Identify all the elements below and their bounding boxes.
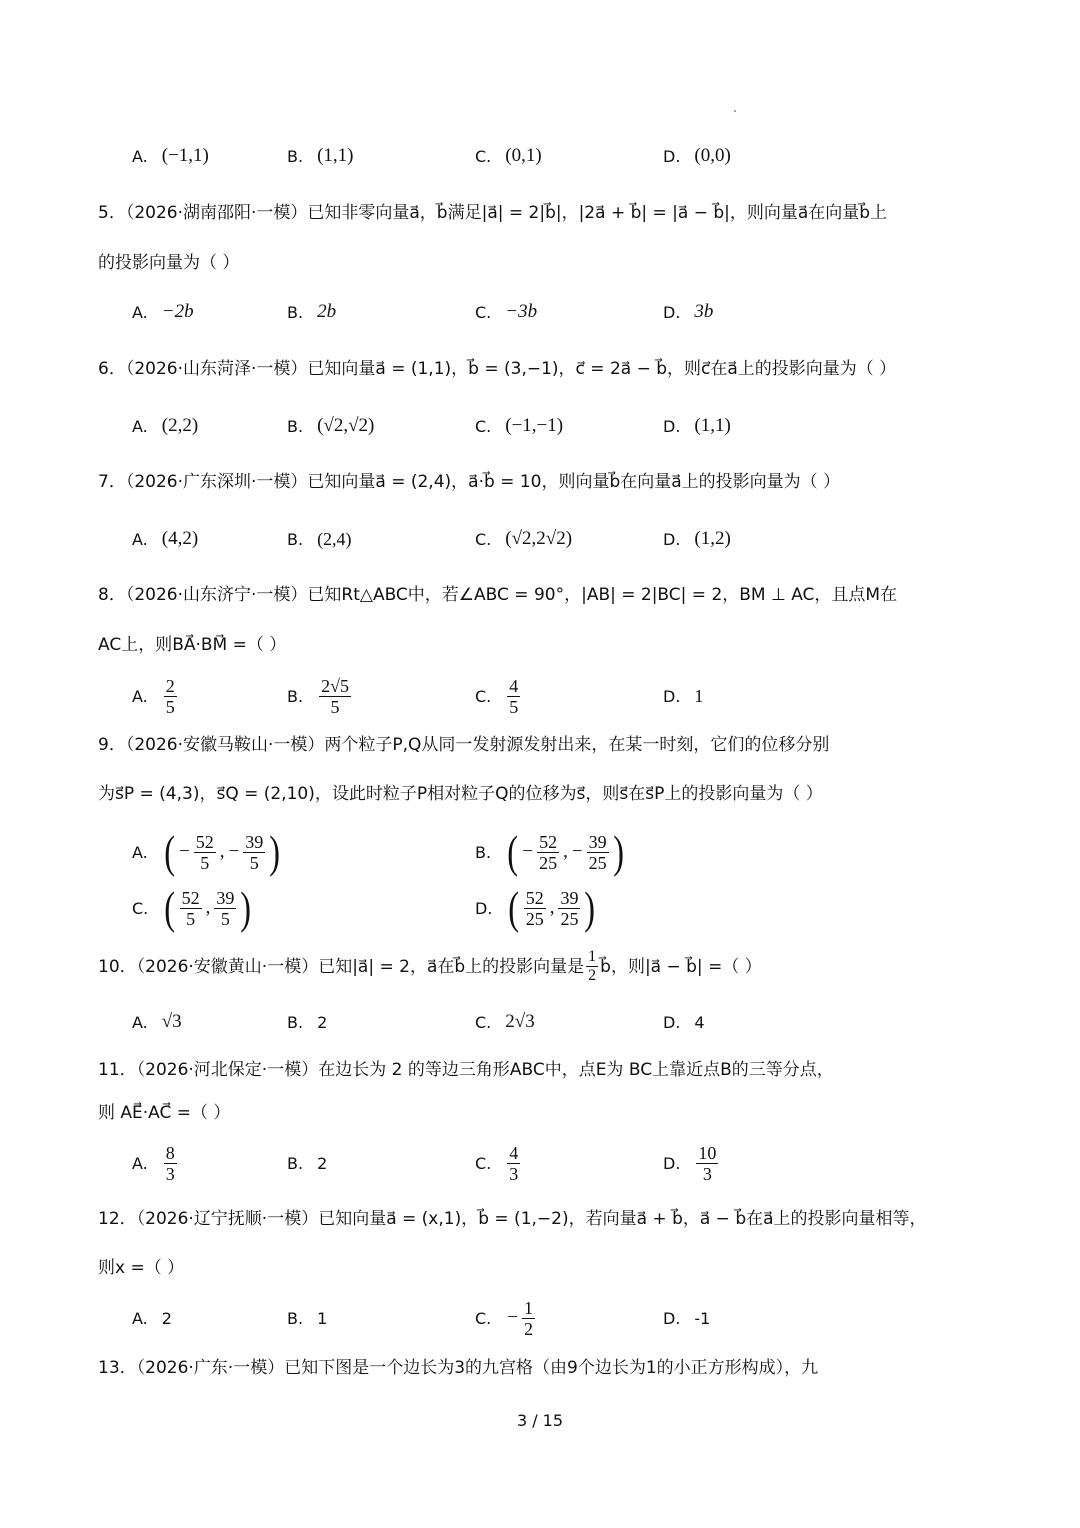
q9-options-row1 (0, 824, 1080, 884)
q5-options (0, 284, 1080, 344)
q7-option-d: D. (1,2) (663, 528, 731, 549)
q6-options (0, 398, 1080, 458)
left-paren: ( (164, 882, 176, 933)
comma: , (205, 897, 211, 918)
q8-option-a: A. $\frac{2}{5}$ (132, 675, 175, 717)
q7-stem-line1: 7．（2026·广东深圳·一模）已知向量a⃗ = (2,4)，a⃗·b⃗ = 10，则向量b⃗在向量a⃗上的投影向量为（ ） (98, 472, 841, 492)
q4-options (0, 128, 1080, 188)
fraction: $\frac{52}{5}$ (181, 887, 200, 929)
q12-stem-line1: 12．（2026·辽宁抚顺·一模）已知向量a⃗ = (x,1)，b⃗ = (1,−2)，若向量a⃗ + b⃗，a⃗ − b⃗在a⃗上的投影向量相等， (98, 1209, 927, 1229)
q5-stem-line1: 5．（2026·湖南邵阳·一模）已知非零向量a⃗，b⃗满足|a⃗| = 2|b⃗|，|2a⃗ + b⃗| = |a⃗ − b⃗|，则向量a⃗在向量b⃗上 (98, 203, 888, 223)
q4-option-b: B. (1,1) (287, 145, 354, 166)
q11-options (0, 1135, 1080, 1195)
q4-option-d: D. (0,0) (663, 145, 731, 166)
fraction: $\frac{39}{5}$ (216, 887, 235, 929)
q7-option-c: C. (√2,2√2) (475, 528, 573, 549)
q5-option-b: B. 2b⃗ (287, 301, 351, 322)
q10-options (0, 994, 1080, 1054)
q6-option-d: D. (1,1) (663, 415, 731, 436)
q10-option-a: A. √3 (132, 1011, 182, 1032)
q6-option-c: C. (−1,−1) (475, 415, 564, 436)
q12-option-c: C. − $\frac{1}{2}$ (475, 1297, 533, 1339)
fraction: $\frac{39}{25}$ (560, 887, 579, 929)
q11-option-c: C. $\frac{4}{3}$ (475, 1142, 519, 1184)
page-number: 3 / 15 (516, 1411, 564, 1430)
q9-option-a: A. ( − $\frac{52}{5}$ , − $\frac{39}{5}$ ) (132, 826, 281, 877)
fraction: $\frac{1}{2}$ (588, 948, 597, 984)
q12-stem-line2: 则x =（ ） (98, 1258, 185, 1278)
q6-option-a: A. (2,2) (132, 415, 199, 436)
q8-option-b: B. $\frac{2√5}{5}$ (287, 675, 349, 717)
q12-option-d: D. -1 (663, 1308, 711, 1328)
q8-option-d: D. 1 (663, 685, 704, 706)
right-paren: ) (612, 826, 624, 877)
q8-option-c: C. $\frac{4}{5}$ (475, 675, 519, 717)
fraction: $\frac{52}{25}$ (539, 831, 558, 873)
q8-options (0, 668, 1080, 728)
q10-option-d: D. 4 (663, 1012, 705, 1032)
fraction: $\frac{4}{5}$ (509, 675, 519, 717)
q12-options (0, 1290, 1080, 1350)
q5-option-c: C. −3b⃗ (475, 301, 552, 322)
q9-options-row2 (0, 880, 1080, 940)
q7-options (0, 511, 1080, 571)
fraction: $\frac{1}{2}$ (523, 1297, 533, 1339)
q9-option-c: C. ( $\frac{52}{5}$ , $\frac{39}{5}$ ) (132, 882, 252, 933)
q4-option-a: A. (−1,1) (132, 145, 209, 166)
right-paren: ) (269, 826, 281, 877)
fraction: $\frac{8}{3}$ (165, 1142, 175, 1184)
q9-option-b: B. ( − $\frac{52}{25}$ , − $\frac{39}{25}$ ) (475, 826, 624, 877)
q8-stem-line1: 8．（2026·山东济宁·一模）已知Rt△ABC中，若∠ABC = 90°，|AB| = 2|BC| = 2，BM ⊥ AC，且点M在 (98, 585, 898, 605)
q9-stem-line1: 9．（2026·安徽马鞍山·一模）两个粒子P,Q从同一发射源发射出来，在某一时刻，它们的位移分别 (98, 735, 830, 755)
q5-stem-line2: 的投影向量为（ ） (98, 253, 240, 273)
left-paren: ( (507, 826, 519, 877)
q10-option-b: B. 2 (287, 1012, 328, 1032)
q5-option-d: D. 3b⃗ (663, 301, 729, 322)
fraction: $\frac{2√5}{5}$ (321, 675, 349, 717)
right-paren: ) (584, 882, 596, 933)
fraction: $\frac{2}{5}$ (165, 675, 175, 717)
scan-dot (734, 110, 736, 112)
q4-option-c: C. (0,1) (475, 145, 542, 166)
comma: , (219, 841, 225, 862)
q7-option-b: B. (2,4) (287, 528, 352, 549)
q10-stem-line1: 10．（2026·安徽黄山·一模）已知|a⃗| = 2，a⃗在b⃗上的投影向量是 $\frac{1}{2}$ b⃗，则|a⃗ − b⃗| =（ ） (98, 948, 762, 984)
right-paren: ) (240, 882, 252, 933)
q12-option-a: A. 2 (132, 1308, 172, 1328)
fraction: $\frac{10}{3}$ (698, 1142, 717, 1184)
fraction: $\frac{39}{5}$ (245, 831, 264, 873)
left-paren: ( (508, 882, 520, 933)
fraction: $\frac{4}{3}$ (509, 1142, 519, 1184)
q5-option-a: A. −2b⃗ (132, 301, 209, 322)
fraction: $\frac{52}{25}$ (525, 887, 544, 929)
q8-stem-line2: AC上，则BA⃗·BM⃗ =（ ） (98, 635, 287, 655)
comma: , (563, 841, 568, 862)
q6-option-b: B. (√2,√2) (287, 415, 375, 436)
q13-stem-line1: 13．（2026·广东·一模）已知下图是一个边长为3的九宫格（由9个边长为1的小正方形构成），九 (98, 1358, 819, 1378)
q10-option-c: C. 2√3 (475, 1011, 535, 1032)
q11-stem-line1: 11．（2026·河北保定·一模）在边长为 2 的等边三角形ABC中，点E为 BC上靠近点B的三等分点， (98, 1060, 834, 1080)
q9-stem-line2: 为s⃗P = (4,3)，s⃗Q = (2,10)，设此时粒子P相对粒子Q的位移为s⃗，则s⃗在s⃗P上的投影向量为（ ） (98, 784, 823, 804)
q6-stem-line1: 6．（2026·山东菏泽·一模）已知向量a⃗ = (1,1)，b⃗ = (3,−1)，c⃗ = 2a⃗ − b⃗，则c⃗在a⃗上的投影向量为（ ） (98, 359, 897, 379)
q9-option-d: D. ( $\frac{52}{25}$ , $\frac{39}{25}$ ) (475, 882, 596, 933)
fraction: $\frac{52}{5}$ (195, 831, 214, 873)
left-paren: ( (164, 826, 175, 877)
comma: , (549, 897, 555, 918)
q11-option-a: A. $\frac{8}{3}$ (132, 1142, 175, 1184)
q12-option-b: B. 1 (287, 1308, 328, 1328)
q11-stem-line2: 则 AE⃗·AC⃗ =（ ） (98, 1103, 231, 1123)
q11-option-d: D. $\frac{10}{3}$ (663, 1142, 717, 1184)
fraction: $\frac{39}{25}$ (588, 831, 607, 873)
q7-option-a: A. (4,2) (132, 528, 199, 549)
q11-option-b: B. 2 (287, 1153, 328, 1173)
